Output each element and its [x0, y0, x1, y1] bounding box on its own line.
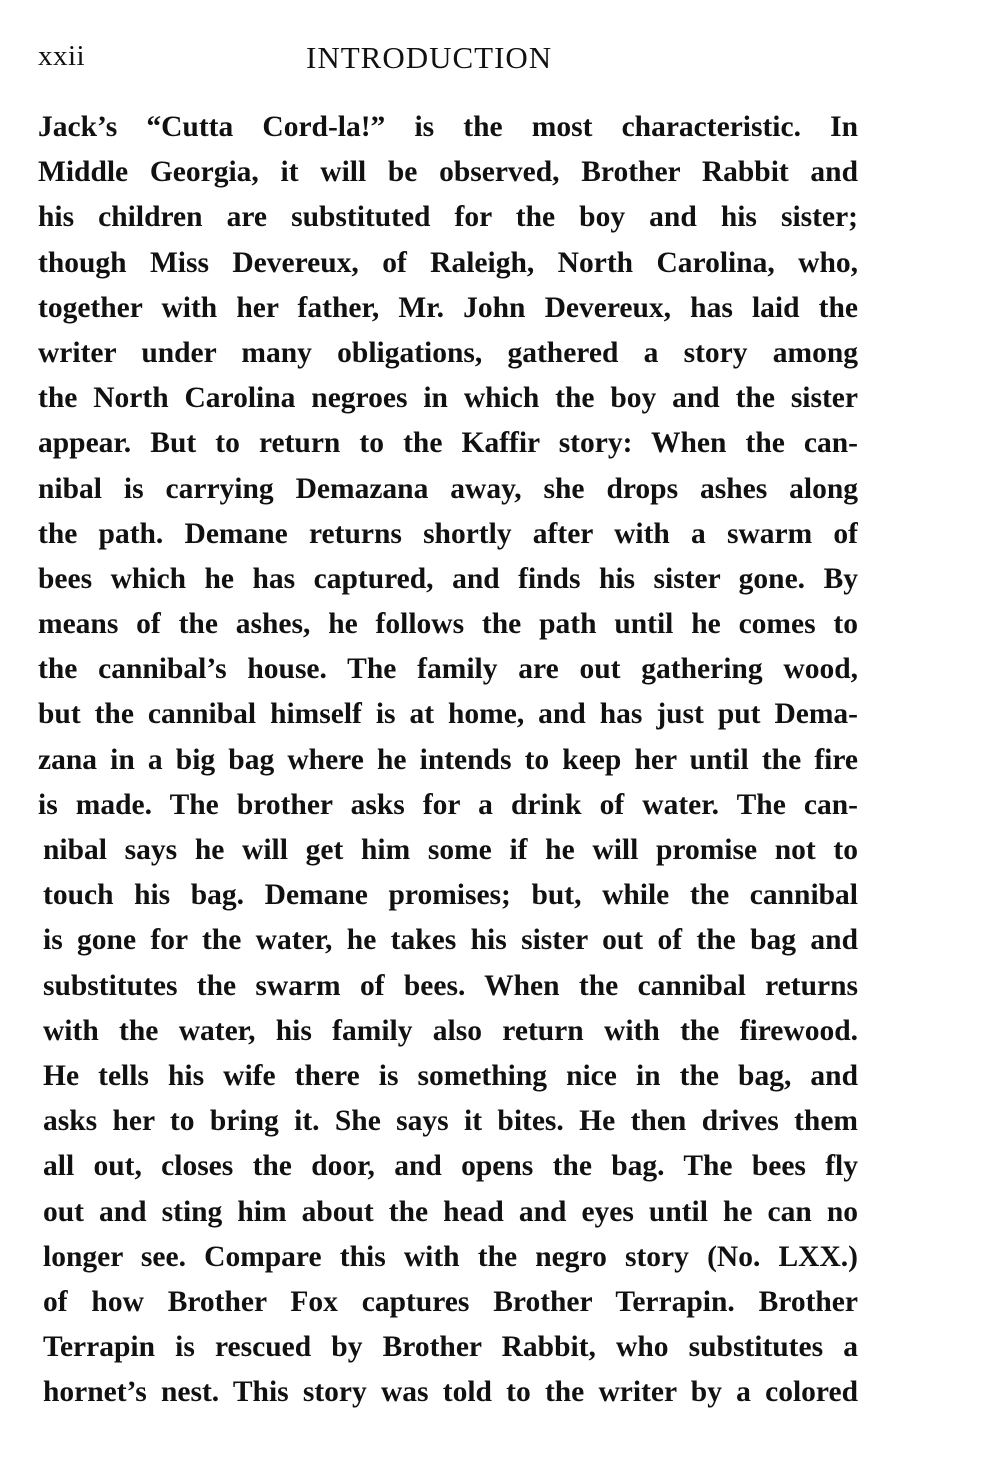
- text-line: touch his bag. Demane promises; but, while the cannibal: [43, 879, 858, 912]
- text-line: He tells his wife there is something nice in the bag, and: [43, 1059, 858, 1092]
- running-title: INTRODUCTION: [306, 40, 553, 75]
- page-header: [38, 40, 868, 84]
- text-line: Terrapin is rescued by Brother Rabbit, who substitutes a: [43, 1331, 858, 1364]
- text-line: bees which he has captured, and finds his sister gone. By: [38, 562, 858, 595]
- text-line: with the water, his family also return with the firewood.: [43, 1014, 858, 1047]
- text-line: together with her father, Mr. John Devereux, has laid the: [38, 291, 858, 324]
- text-line: writer under many obligations, gathered a story among: [38, 336, 858, 369]
- text-line: the cannibal’s house. The family are out gathering wood,: [38, 653, 858, 686]
- text-line: the path. Demane returns shortly after with a swarm of: [38, 517, 858, 550]
- text-line: appear. But to return to the Kaffir story: When the can-: [38, 427, 858, 460]
- text-line: but the cannibal himself is at home, and has just put Dema-: [38, 698, 858, 731]
- text-line: nibal is carrying Demazana away, she drops ashes along: [38, 472, 858, 505]
- text-line: out and sting him about the head and eyes until he can no: [43, 1195, 858, 1228]
- text-line: Jack’s “Cutta Cord-la!” is the most characteristic. In: [38, 111, 858, 143]
- text-line: hornet’s nest. This story was told to the writer by a colored: [43, 1376, 858, 1409]
- text-line: longer see. Compare this with the negro story (No. LXX.): [43, 1240, 858, 1273]
- page-number: xxii: [38, 40, 86, 72]
- text-line: the North Carolina negroes in which the boy and the sister: [38, 382, 858, 415]
- text-line: his children are substituted for the boy and his sister;: [38, 201, 858, 234]
- text-line: asks her to bring it. She says it bites. He then drives them: [43, 1105, 858, 1138]
- text-line: all out, closes the door, and opens the bag. The bees fly: [43, 1150, 858, 1183]
- text-line: zana in a big bag where he intends to keep her until the fire: [38, 743, 858, 776]
- text-line: is gone for the water, he takes his sister out of the bag and: [43, 924, 858, 957]
- text-line: means of the ashes, he follows the path until he comes to: [38, 608, 858, 641]
- body-text: [38, 105, 858, 1415]
- text-line: though Miss Devereux, of Raleigh, North Carolina, who,: [38, 246, 858, 279]
- text-line: of how Brother Fox captures Brother Terrapin. Brother: [43, 1285, 858, 1318]
- text-line: substitutes the swarm of bees. When the cannibal returns: [43, 969, 858, 1002]
- text-line: nibal says he will get him some if he will promise not to: [43, 834, 858, 866]
- text-line: Middle Georgia, it will be observed, Brother Rabbit and: [38, 156, 858, 189]
- text-line: is made. The brother asks for a drink of water. The can-: [38, 788, 858, 821]
